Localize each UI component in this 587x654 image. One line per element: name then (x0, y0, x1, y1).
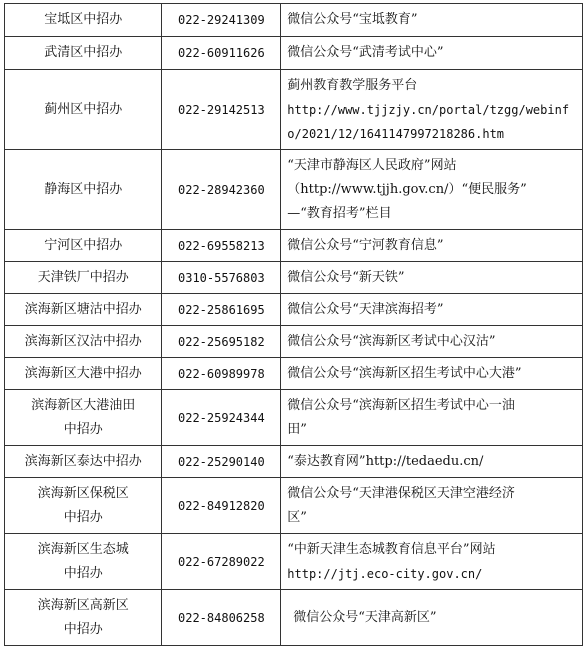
district-text: 中招办 (63, 421, 103, 437)
phone-cell: 022-84806258 (162, 590, 281, 646)
phone-cell: 022-29241309 (162, 4, 281, 37)
district-cell: 宝坻区中招办 (5, 4, 162, 37)
table-row (5, 326, 583, 358)
phone-cell: 022-60989978 (162, 358, 281, 390)
table-row (5, 446, 583, 478)
district-cell: 滨海新区泰达中招办 (5, 446, 162, 478)
contact-cell: 微信公众号“武清考试中心” (281, 37, 583, 70)
district-text: 中招办 (63, 509, 103, 525)
contact-table-container (4, 3, 583, 646)
district-text: 中招办 (63, 565, 103, 581)
phone-cell: 0310-5576803 (162, 262, 281, 294)
contact-cell (281, 478, 583, 534)
district-cell: 宁河区中招办 (5, 230, 162, 262)
phone-cell: 022-60911626 (162, 37, 281, 70)
district-cell: 天津铁厂中招办 (5, 262, 162, 294)
contact-link[interactable]: http://jtj.eco-city.gov.cn/ (287, 566, 483, 581)
table-row (5, 358, 583, 390)
table-row (5, 37, 583, 70)
district-text: 滨海新区生态城 (37, 541, 129, 557)
phone-cell: 022-69558213 (162, 230, 281, 262)
district-text: 滨海新区大港油田 (31, 397, 136, 413)
district-cell: 静海区中招办 (5, 150, 162, 230)
phone-cell: 022-25290140 (162, 446, 281, 478)
contact-cell (281, 534, 583, 590)
district-cell: 蓟州区中招办 (5, 70, 162, 150)
phone-cell: 022-84912820 (162, 478, 281, 534)
phone-cell: 022-29142513 (162, 70, 281, 150)
table-row (5, 70, 583, 150)
table-row (5, 390, 583, 446)
table-row (5, 262, 583, 294)
district-text: 中招办 (63, 621, 103, 637)
table-row (5, 150, 583, 230)
phone-cell: 022-25861695 (162, 294, 281, 326)
phone-cell: 022-25695182 (162, 326, 281, 358)
contact-text: 蓟州教育教学服务平台 (287, 77, 418, 93)
phone-cell: 022-25924344 (162, 390, 281, 446)
table-row (5, 4, 583, 37)
contact-cell (281, 390, 583, 446)
phone-cell: 022-67289022 (162, 534, 281, 590)
table-row (5, 230, 583, 262)
contact-cell: 微信公众号“天津高新区” (281, 590, 583, 646)
contact-cell: 微信公众号“新天铁” (281, 262, 583, 294)
contact-text: 微信公众号“天津港保税区天津空港经济 (287, 485, 515, 501)
contact-text: —“教育招考”栏目 (287, 205, 392, 221)
contact-cell (281, 70, 583, 150)
contact-cell: 微信公众号“滨海新区招生考试中心大港” (281, 358, 583, 390)
contact-cell: 微信公众号“宁河教育信息” (281, 230, 583, 262)
district-cell (5, 478, 162, 534)
district-text: 滨海新区保税区 (37, 485, 129, 501)
contact-cell: 微信公众号“滨海新区考试中心汉沽” (281, 326, 583, 358)
district-cell: 滨海新区塘沽中招办 (5, 294, 162, 326)
district-cell (5, 390, 162, 446)
district-cell: 武清区中招办 (5, 37, 162, 70)
contact-cell: 微信公众号“宝坻教育” (281, 4, 583, 37)
table-row (5, 294, 583, 326)
contact-text: 区” (287, 509, 307, 525)
contact-link[interactable]: http://www.tjjzjy.cn/portal/tzgg/webinfo/2021/12/1641147997218286.htm (287, 102, 570, 141)
district-cell: 滨海新区大港中招办 (5, 358, 162, 390)
contact-text: 田” (287, 421, 307, 437)
contact-text: “天津市静海区人民政府”网站 (287, 157, 457, 173)
district-text: 滨海新区高新区 (37, 597, 129, 613)
contact-cell: 微信公众号“天津滨海招考” (281, 294, 583, 326)
table-row (5, 534, 583, 590)
table-row (5, 478, 583, 534)
district-cell (5, 590, 162, 646)
enrollment-office-contact-table (4, 3, 583, 646)
contact-link[interactable]: “泰达教育网”http://tedaedu.cn/ (281, 446, 583, 478)
table-row (5, 590, 583, 646)
contact-cell (281, 150, 583, 230)
district-cell: 滨海新区汉沽中招办 (5, 326, 162, 358)
phone-cell: 022-28942360 (162, 150, 281, 230)
district-cell (5, 534, 162, 590)
contact-link[interactable]: （http://www.tjjh.gov.cn/）“便民服务” (287, 181, 527, 197)
contact-text: “中新天津生态城教育信息平台”网站 (287, 541, 496, 557)
contact-text: 微信公众号“滨海新区招生考试中心一油 (287, 397, 515, 413)
